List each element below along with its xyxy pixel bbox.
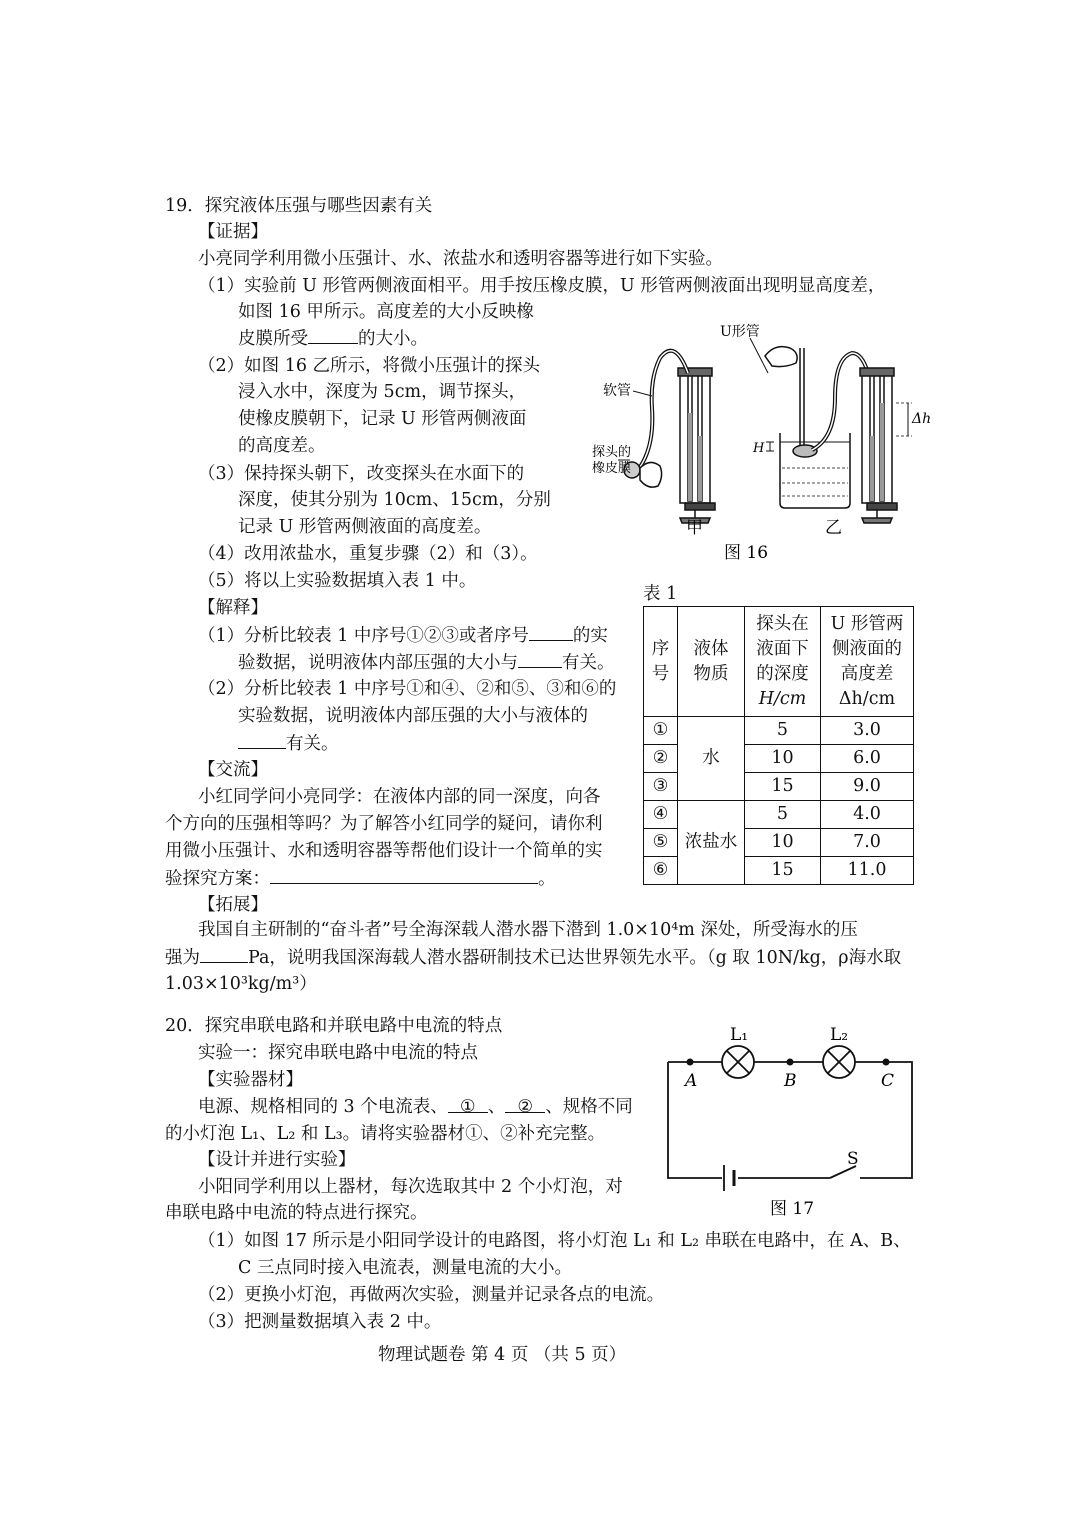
equipment-heading: 【实验器材】: [198, 1070, 303, 1090]
figure16-caption: 图 16: [724, 543, 769, 563]
node-C: [883, 1059, 890, 1066]
table-row: [644, 801, 914, 829]
step1-line2: 如图 16 甲所示。高度差的大小反映橡: [238, 302, 534, 322]
liquid-brine: 浓盐水: [678, 801, 745, 885]
answer-blank-3[interactable]: [518, 650, 562, 668]
row-depth: 15: [745, 773, 821, 801]
row-no: ①: [644, 717, 678, 745]
step1-line1: （1）实验前 U 形管两侧液面相平。用手按压橡皮膜，U 形管两侧液面出现明显高度差，: [198, 276, 886, 296]
label-B: B: [784, 1071, 797, 1091]
explain2-line2: 实验数据，说明液体内部压强的大小与液体的: [238, 706, 588, 726]
row-no: ④: [644, 801, 678, 829]
design-line1: 小阳同学利用以上器材，每次选取其中 2 个小灯泡，对: [198, 1177, 623, 1197]
explain1-text-b: 的实: [572, 626, 608, 646]
row-dh: 6.0: [821, 745, 914, 773]
explain-heading: 【解释】: [198, 598, 268, 618]
step5: （5）将以上实验数据填入表 1 中。: [198, 571, 477, 591]
node-B: [787, 1059, 794, 1066]
explain1-line2: [238, 650, 615, 675]
extend-line1: 我国自主研制的“奋斗者”号全海深载人潜水器下潜到 1.0×10⁴m 深处，所受海水的压: [198, 920, 858, 940]
answer-blank-2[interactable]: [529, 623, 573, 641]
exchange-line1: 小红同学问小亮同学：在液体内部的同一深度，向各: [198, 787, 601, 807]
step4: （4）改用浓盐水，重复步骤（2）和（3）。: [198, 544, 538, 564]
explain1-text-a: （1）分析比较表 1 中序号①②③或者序号: [198, 626, 529, 646]
header-liquid: 液体 物质: [678, 607, 745, 717]
answer-blank-6[interactable]: [200, 945, 248, 963]
header-no: 序 号: [644, 607, 678, 717]
q20-title: 20．探究串联电路和并联电路中电流的特点: [165, 1016, 503, 1036]
answer-blank-1[interactable]: [308, 326, 358, 344]
answer-blank-4[interactable]: [238, 731, 286, 749]
node-A: [687, 1059, 694, 1066]
design-heading: 【设计并进行实验】: [198, 1150, 356, 1170]
answer-blank-5[interactable]: [270, 866, 538, 884]
extend-heading: 【拓展】: [198, 895, 268, 915]
equipment-line1: [198, 1095, 633, 1119]
equipment-text-a: 电源、规格相同的 3 个电流表、: [198, 1097, 448, 1117]
explain2-line3: [238, 731, 339, 756]
exchange-text-b: 。: [538, 869, 556, 889]
exchange-line3: 用微小压强计、水和透明容器等帮他们设计一个简单的实: [165, 841, 603, 861]
exchange-line2: 个方向的压强相等吗？为了解答小红同学的疑问，请你利: [165, 814, 603, 834]
step2-line2: 浸入水中，深度为 5cm，调节探头，: [238, 382, 527, 402]
experiment1-title: 实验一：探究串联电路中电流的特点: [198, 1043, 478, 1063]
explain2-text: 有关。: [286, 734, 339, 754]
step2-line3: 使橡皮膜朝下，记录 U 形管两侧液面: [238, 409, 527, 429]
step2-line1: （2）如图 16 乙所示，将微小压强计的探头: [198, 356, 541, 376]
label-H: H: [753, 441, 765, 456]
procedure1-line1: （1）如图 17 所示是小阳同学设计的电路图，将小灯泡 L₁ 和 L₂ 串联在电路中，在 A、B、: [198, 1231, 911, 1251]
label-u-tube: U形管: [720, 324, 760, 340]
extend-text-a: 强为: [165, 948, 200, 968]
header-height-diff: U 形管两 侧液面的 高度差 Δh/cm: [821, 607, 914, 717]
row-dh: 4.0: [821, 801, 914, 829]
label-jia: 甲: [686, 518, 703, 538]
explain1-line1: [198, 623, 608, 648]
procedure2: （2）更换小灯泡，再做两次实验，测量并记录各点的电流。: [198, 1285, 665, 1305]
extend-line3: 1.03×10³kg/m³）: [165, 974, 317, 994]
row-depth: 5: [745, 801, 821, 829]
answer-blank-7[interactable]: ①: [448, 1095, 488, 1113]
label-A: A: [685, 1071, 698, 1091]
table-1: [643, 606, 914, 885]
label-L2: L₂: [830, 1025, 849, 1045]
figure17-caption: 图 17: [770, 1199, 815, 1219]
row-dh: 7.0: [821, 829, 914, 857]
label-L1: L₁: [730, 1025, 749, 1045]
explain1-text-d: 有关。: [562, 653, 615, 673]
row-depth: 10: [745, 829, 821, 857]
step3-line3: 记录 U 形管两侧液面的高度差。: [238, 517, 492, 537]
procedure3: （3）把测量数据填入表 2 中。: [198, 1312, 442, 1332]
label-delta-h: Δh: [912, 411, 932, 427]
row-dh: 11.0: [821, 857, 914, 885]
liquid-water: 水: [678, 717, 745, 801]
table1-header-row: [644, 607, 914, 717]
step2-line4: 的高度差。: [238, 436, 326, 456]
figure-16: [590, 318, 935, 568]
step1-text-a: 皮膜所受: [238, 329, 308, 349]
answer-blank-8[interactable]: ②: [505, 1095, 545, 1113]
label-hose: 软管: [603, 383, 631, 399]
evidence-heading: 【证据】: [198, 222, 268, 242]
row-no: ⑥: [644, 857, 678, 885]
table1-caption: 表 1: [643, 584, 678, 604]
label-yi: 乙: [825, 518, 842, 538]
step3-line1: （3）保持探头朝下，改变探头在水面下的: [198, 464, 525, 484]
equipment-line2: 的小灯泡 L₁、L₂ 和 L₃。请将实验器材①、②补充完整。: [165, 1124, 606, 1144]
extend-text-b: Pa，说明我国深海载人潜水器研制技术已达世界领先水平。（g 取 10N/kg，ρ海水取: [248, 948, 902, 968]
q19-intro: 小亮同学利用微小压强计、水、浓盐水和透明容器等进行如下实验。: [198, 249, 723, 269]
design-line2: 串联电路中电流的特点进行探究。: [165, 1203, 428, 1223]
exchange-heading: 【交流】: [198, 760, 268, 780]
step1-text-b: 的大小。: [358, 329, 428, 349]
label-S: S: [847, 1149, 859, 1169]
label-probe-1: 探头的: [592, 445, 632, 460]
step3-line2: 深度，使其分别为 10cm、15cm，分别: [238, 490, 551, 510]
label-C: C: [881, 1071, 895, 1091]
explain1-text-c: 验数据，说明液体内部压强的大小与: [238, 653, 518, 673]
label-probe-2: 橡皮膜: [592, 461, 632, 476]
step1-line3: [238, 326, 428, 351]
page-footer: 物理试题卷 第 4 页 （共 5 页）: [378, 1345, 627, 1365]
row-dh: 3.0: [821, 717, 914, 745]
row-depth: 15: [745, 857, 821, 885]
row-dh: 9.0: [821, 773, 914, 801]
equipment-text-c: 、规格不同: [545, 1097, 633, 1117]
q19-title: 19．探究液体压强与哪些因素有关: [165, 196, 433, 216]
header-depth: 探头在 液面下 的深度 H/cm: [745, 607, 821, 717]
equipment-text-b: 、: [487, 1097, 506, 1117]
figure-17: [660, 1020, 922, 1220]
row-depth: 10: [745, 745, 821, 773]
row-depth: 5: [745, 717, 821, 745]
row-no: ③: [644, 773, 678, 801]
procedure1-line2: C 三点同时接入电流表，测量电流的大小。: [238, 1258, 572, 1278]
exchange-line4: [165, 866, 556, 891]
explain2-line1: （2）分析比较表 1 中序号①和④、②和⑤、③和⑥的: [198, 679, 617, 699]
row-no: ②: [644, 745, 678, 773]
table-row: [644, 717, 914, 745]
row-no: ⑤: [644, 829, 678, 857]
extend-line2: [165, 945, 901, 970]
exchange-text-a: 验探究方案：: [165, 869, 270, 889]
